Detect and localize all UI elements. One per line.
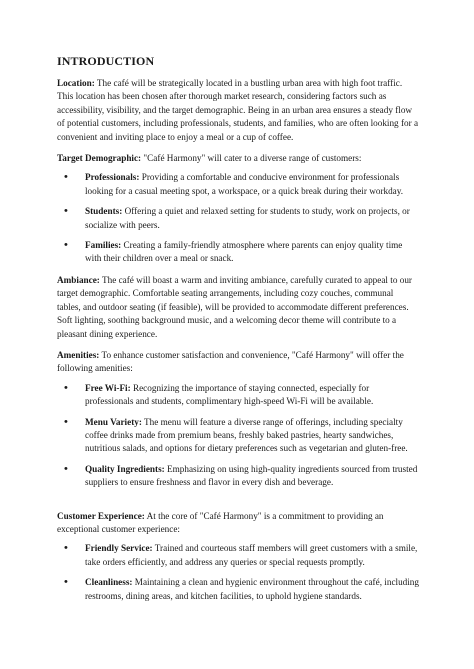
target-demographic-label: Target Demographic: (57, 153, 142, 164)
customer-experience-text: At the core of "Café Harmony" is a commitment to providing an exceptional customer experience: (57, 510, 384, 534)
list-item (57, 205, 419, 232)
ambiance-label: Ambiance: (57, 274, 100, 285)
list-item (57, 416, 419, 456)
list-item (57, 171, 419, 198)
list-item-label: Friendly Service: (85, 543, 153, 554)
list-item-label: Free Wi-Fi: (85, 382, 131, 393)
target-demographic-text: "Café Harmony" will cater to a diverse range of customers: (143, 153, 362, 164)
target-demographic-paragraph (57, 152, 419, 165)
document-body (57, 54, 419, 611)
location-text: The café will be strategically located in a bustling urban area with high foot traffic. This location has been chosen after thorough market research, considering factors such as accessibility, visibility, and the target demographic. Being in an urban area ensures a steady flow of potential customers, including professionals, students, and families, who are often looking for a convenient and inviting place to enjoy a meal or a cup of coffee. (57, 78, 419, 142)
target-demographic-section (57, 152, 419, 266)
list-item-text: Emphasizing on using high-quality ingredients sourced from trusted suppliers to ensure freshness and flavor in every dish and beverage. (85, 463, 418, 488)
amenities-paragraph (57, 349, 419, 376)
list-item (57, 542, 419, 569)
ambiance-paragraph (57, 274, 419, 341)
list-item-label: Families: (85, 240, 122, 251)
customer-experience-list (57, 542, 419, 603)
bullet-icon: • (64, 576, 68, 589)
ambiance-section (57, 274, 419, 341)
location-label: Location: (57, 78, 95, 88)
amenities-text: To enhance customer satisfaction and convenience, "Café Harmony" will offer the following amenities: (57, 349, 404, 374)
list-item-label: Professionals: (85, 172, 140, 183)
bullet-icon: • (64, 415, 68, 428)
list-item-label: Cleanliness: (85, 577, 133, 588)
amenities-label: Amenities: (57, 349, 100, 360)
list-item-label: Menu Variety: (85, 416, 142, 427)
list-item (57, 463, 419, 490)
location-paragraph (57, 77, 419, 144)
target-demographic-list (57, 171, 419, 265)
customer-experience-paragraph (57, 510, 419, 537)
list-item (57, 239, 419, 266)
bullet-icon: • (64, 462, 68, 475)
amenities-section (57, 349, 419, 490)
bullet-icon: • (64, 542, 68, 555)
list-item-text: Trained and courteous staff members will greet customers with a smile, take orders efficiently, and address any queries or special requests promptly. (85, 543, 418, 567)
list-item-label: Students: (85, 206, 123, 217)
list-item (57, 576, 419, 603)
list-item-text: Maintaining a clean and hygienic environment throughout the café, including restrooms, dining areas, and kitchen facilities, to uphold hygiene standards. (85, 577, 419, 601)
customer-experience-label: Customer Experience: (57, 510, 145, 521)
location-section (57, 77, 419, 144)
ambiance-text: The café will boast a warm and inviting ambiance, carefully curated to appeal to our target demographic. Comfortable seating arrangements, including cozy couches, communal tables, and outdoor seating (if feasible), will be provided to accommodate different preferences. Soft lighting, soothing background music, and a welcoming decor theme will contribute to a pleasant dining experience. (57, 274, 412, 339)
list-item-text: The menu will feature a diverse range of offerings, including specialty coffee drinks made from premium beans, freshly baked pastries, hearty sandwiches, nutritious salads, and options for dietary preferences such as vegetarian and gluten-free. (85, 416, 408, 454)
list-item (57, 382, 419, 409)
page-title: INTRODUCTION (57, 54, 155, 68)
bullet-icon: • (64, 381, 68, 394)
amenities-list (57, 382, 419, 490)
list-item-label: Quality Ingredients: (85, 463, 165, 474)
list-item-text: Offering a quiet and relaxed setting for students to study, work on projects, or socialize with peers. (85, 206, 410, 230)
bullet-icon: • (64, 205, 68, 218)
list-item-text: Recognizing the importance of staying connected, especially for professionals and students, complimentary high-speed Wi-Fi will be available. (85, 382, 374, 407)
list-item-text: Providing a comfortable and conducive environment for professionals looking for a casual meeting spot, a workspace, or a quick break during their workday. (85, 172, 404, 196)
bullet-icon: • (64, 171, 68, 184)
list-item-text: Creating a family-friendly atmosphere where parents can enjoy quality time with their children over a meal or snack. (85, 240, 403, 264)
customer-experience-section (57, 510, 419, 603)
bullet-icon: • (64, 239, 68, 252)
